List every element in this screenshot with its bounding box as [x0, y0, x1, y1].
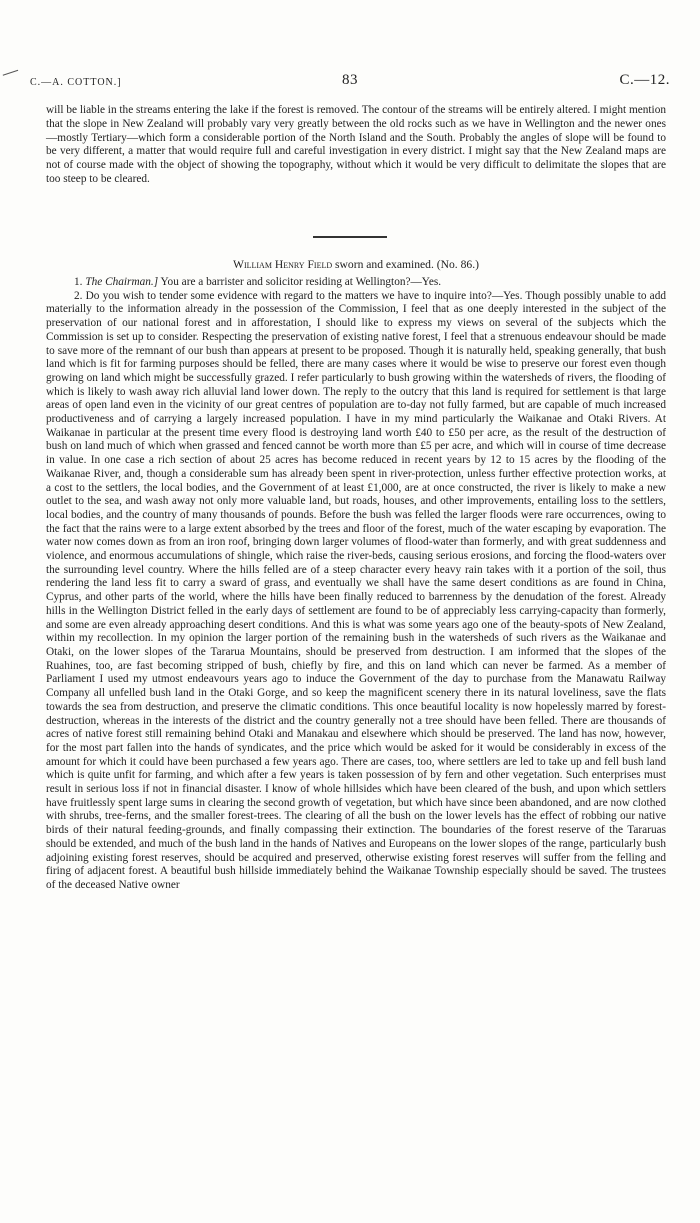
page-header — [30, 72, 670, 92]
header-running-title: C.—A. COTTON.] — [30, 77, 122, 88]
question-1-speaker: The Chairman.] — [85, 276, 159, 288]
margin-pencil-mark — [3, 70, 22, 85]
header-paper-reference: C.—12. — [619, 72, 670, 88]
continuation-paragraph: will be liable in the streams entering the lake if the forest is removed. The contour of the streams will be entirely altered. I might mention that the slope in New Zealand will probably vary very greatly between the old rocks such as we have in Wellington and the newer ones—mostly Tertiary—which form a considerable portion of the North Island and the South. Probably the angles of slope will be found to be very different, a matter that would require full and careful investigation in every district. I might say that the New Zealand maps are not of course made with the object of showing the topography, without which it would be very difficult to delimitate the slopes that are too steep to be cleared. — [46, 104, 666, 185]
witness-heading — [46, 258, 666, 272]
section-divider — [313, 236, 387, 238]
testimony — [46, 276, 666, 893]
question-2: 2. Do you wish to tender some evidence with regard to the matters we have to inquire into?—Yes. Though possibly unable to add materially to the information already in the possession of the Commission, I feel that as one deeply interested in the subject of the preservation of our national forest and in afforestation, I should like to express my views on several of the subjects which the Commission is set up to consider. Respecting the preservation of existing native forest, I feel that a strenuous endeavour should be made to save more of the remnant of our bush than appears at present to be proposed. Though it is naturally held, speaking generally, that bush land which is fit for farming purposes should be felled, there are many cases where it would be wise to preserve our forest even though growing on land which might be successfully grazed. I refer particularly to bush growing within the watersheds of rivers, the flooding of which is likely to wash away rich alluvial land lower down. The reply to the outcry that this land is required for settlement is that large areas of open land even in the vicinity of our great centres of population are to-day not fully farmed, but are capable of much increased productiveness and of carrying a largely increased population. I have in my mind particularly the Waikanae and Otaki Rivers. At Waikanae in particular at the present time every flood is destroying land worth £40 to £50 per acre, as the result of the destruction of bush on land much of which when grassed and fenced cannot be worth more than £5 per acre, and which will in course of time decrease in value. In one case a rich section of about 25 acres has become reduced in recent years by 12 to 15 acres by the flooding of the Waikanae River, and, though a considerable sum has already been spent in river-protection, unless further effective protection works, at a cost to the settlers, the local bodies, and the Government of at least £1,000, are at once constructed, the river is likely to make a new outlet to the sea, and wash away not only more valuable land, but roads, houses, and other improvements, entailing loss to the settlers, local bodies, and the country of many thousands of pounds. Before the bush was felled the larger floods were rare occurrences, owing to the fact that the rains were to a large extent absorbed by the trees and floor of the forest, much of the water escaping by evaporation. The water now comes down as from an iron roof, bringing down larger volumes of flood-water than formerly, and with great suddenness and violence, and enormous accumulations of shingle, which raise the river-beds, causing serious erosions, and forcing the flood-waters over the surrounding level country. Where the hills felled are of a steep character every heavy rain takes with it a portion of the soil, thus rendering the land less fit to carry a sward of grass, and eventually we shall have the same desert conditions as are found in China, Cyprus, and other parts of the world, where the hills have been finally reduced to barrenness by the denudation of the forest. Already hills in the Wellington District felled in the early days of settlement are found to be of appreciably less carrying-capacity than formerly, and some are even already approaching desert conditions. And this is what was some years ago one of the beauty-spots of New Zealand, within my recollection. In my opinion the larger portion of the remaining bush in the watersheds of such rivers as the Waikanae and Otaki, on the lower slopes of the Tararua Mountains, should be preserved from destruction. I am informed that the slopes of the Ruahines, too, are fast becoming stripped of bush, chiefly by fire, and this on land which can never be farmed. As a member of Parliament I used my utmost endeavours years ago to induce the Government of the day to purchase from the Manawatu Railway Company all unfelled bush land in the Otaki Gorge, and so keep the magnificent scenery there in its natural loveliness, save the flats towards the sea from destruction, and preserve the climatic conditions. This once beautiful locality is now hopelessly marred by forest-destruction, whereas in the interests of the district and the country generally not a tree should have been felled. There are thousands of acres of native forest still remaining behind Otaki and Manakau and elsewhere which should be preserved. The land has now, however, for the most part fallen into the hands of syndicates, and the price which would be asked for it would be considerably in excess of the amount for which it could have been purchased a few years ago. There are cases, too, where settlers are led to take up and fell bush land which is quite unfit for farming, and which after a few years is taken possession of by fern and other vegetation. Such enterprises must result in serious loss if not in financial disaster. I know of whole hillsides which have been cleared of the bush, and upon which settlers have fruitlessly spent large sums in clearing the second growth of vegetation, but which have since been abandoned, and are now clothed with shrubs, tree-ferns, and the smaller forest-trees. The clearing of all the bush on the lower levels has the effect of robbing our native birds of their natural feeding-grounds, and finally compassing their extinction. The boundaries of the forest reserve of the Tararuas should be extended, and much of the bush land in the hands of Natives and Europeans on the lower slopes of the range, particularly bush adjoining existing forest reserves, should be acquired and preserved, otherwise existing forest reserves will suffer from the felling and firing of adjacent forest. A beautiful bush hillside immediately behind the Waikanae Township especially should be saved. The trustees of the deceased Native owner — [46, 289, 666, 891]
continuation-text — [46, 104, 666, 187]
witness-sworn: sworn and examined. — [335, 258, 434, 271]
question-1-text: You are a barrister and solicitor residing at Wellington?—Yes. — [160, 276, 442, 288]
witness-name: William Henry Field — [233, 258, 333, 271]
question-1-number: 1. — [74, 276, 83, 288]
question-1 — [46, 276, 666, 290]
page-number: 83 — [342, 72, 358, 88]
witness-number: (No. 86.) — [436, 258, 479, 271]
